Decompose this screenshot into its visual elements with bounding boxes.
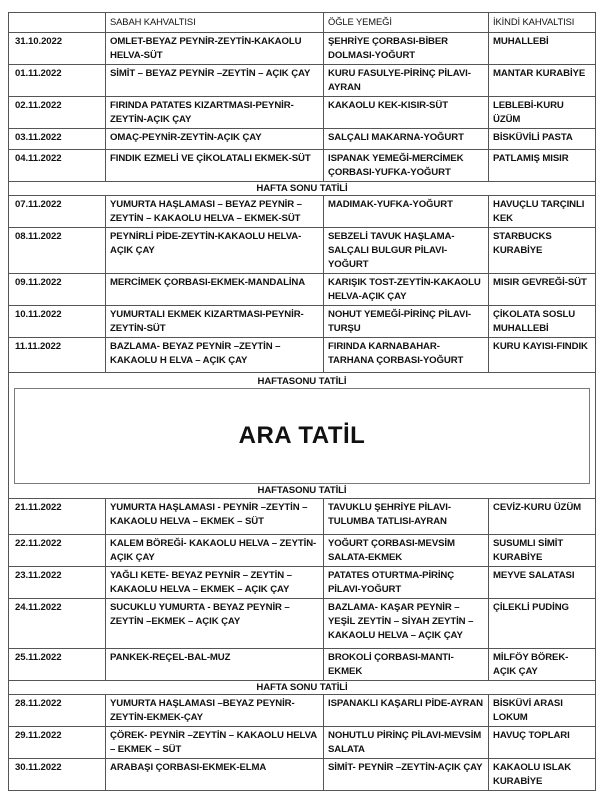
breakfast-cell: ARABAŞI ÇORBASI-EKMEK-ELMA: [106, 759, 324, 791]
snack-cell: BİSKÜVİLİ PASTA: [489, 129, 596, 150]
snack-cell: MİLFÖY BÖREK-AÇIK ÇAY: [489, 649, 596, 681]
snack-cell: CEVİZ-KURU ÜZÜM: [489, 499, 596, 535]
break-cell: [9, 373, 596, 499]
lunch-cell: FIRINDA KARNABAHAR-TARHANA ÇORBASI-YOĞURT: [324, 338, 489, 373]
date-cell: 08.11.2022: [9, 228, 106, 274]
date-cell: 04.11.2022: [9, 150, 106, 182]
lunch-cell: BROKOLİ ÇORBASI-MANTI-EKMEK: [324, 649, 489, 681]
table-row: [9, 65, 596, 97]
lunch-cell: KAKAOLU KEK-KISIR-SÜT: [324, 97, 489, 129]
header-date: [9, 13, 106, 33]
snack-cell: MUHALLEBİ: [489, 33, 596, 65]
table-row: [9, 727, 596, 759]
date-cell: 23.11.2022: [9, 567, 106, 599]
table-row: [9, 499, 596, 535]
date-cell: 29.11.2022: [9, 727, 106, 759]
lunch-cell: PATATES OTURTMA-PİRİNÇ PİLAVI-YOĞURT: [324, 567, 489, 599]
break-title: ARA TATİL: [238, 422, 366, 449]
breakfast-cell: OMLET-BEYAZ PEYNİR-ZEYTİN-KAKAOLU HELVA-SÜT: [106, 33, 324, 65]
date-cell: 03.11.2022: [9, 129, 106, 150]
snack-cell: SUSUMLI SİMİT KURABİYE: [489, 535, 596, 567]
breakfast-cell: BAZLAMA- BEYAZ PEYNİR –ZEYTİN – KAKAOLU H ELVA – AÇIK ÇAY: [106, 338, 324, 373]
snack-cell: ÇİKOLATA SOSLU MUHALLEBİ: [489, 306, 596, 338]
breakfast-cell: YAĞLI KETE- BEYAZ PEYNİR – ZEYTİN – KAKAOLU HELVA – EKMEK – AÇIK ÇAY: [106, 567, 324, 599]
weekend-row: [9, 681, 596, 695]
table-row: [9, 695, 596, 727]
snack-cell: MEYVE SALATASI: [489, 567, 596, 599]
lunch-cell: NOHUTLU PİRİNÇ PİLAVI-MEVSİM SALATA: [324, 727, 489, 759]
date-cell: 31.10.2022: [9, 33, 106, 65]
snack-cell: MANTAR KURABİYE: [489, 65, 596, 97]
breakfast-cell: YUMURTALI EKMEK KIZARTMASI-PEYNİR-ZEYTİN-SÜT: [106, 306, 324, 338]
table-row: [9, 567, 596, 599]
header-snack: İKİNDİ KAHVALTISI: [489, 13, 596, 33]
table-row: [9, 228, 596, 274]
breakfast-cell: MERCİMEK ÇORBASI-EKMEK-MANDALİNA: [106, 274, 324, 306]
date-cell: 02.11.2022: [9, 97, 106, 129]
lunch-cell: ISPANAK YEMEĞİ-MERCİMEK ÇORBASI-YUFKA-YOĞURT: [324, 150, 489, 182]
snack-cell: KAKAOLU ISLAK KURABİYE: [489, 759, 596, 791]
lunch-cell: BAZLAMA- KAŞAR PEYNİR – YEŞİL ZEYTİN – SİYAH ZEYTİN – KAKAOLU HELVA – AÇIK ÇAY: [324, 599, 489, 649]
snack-cell: HAVUÇ TOPLARI: [489, 727, 596, 759]
table-row: [9, 97, 596, 129]
breakfast-cell: FINDIK EZMELİ VE ÇİKOLATALI EKMEK-SÜT: [106, 150, 324, 182]
date-cell: 09.11.2022: [9, 274, 106, 306]
snack-cell: LEBLEBİ-KURU ÜZÜM: [489, 97, 596, 129]
weekend-label: HAFTA SONU TATİLİ: [9, 182, 596, 196]
table-row: [9, 33, 596, 65]
table-row: [9, 274, 596, 306]
lunch-cell: SALÇALI MAKARNA-YOĞURT: [324, 129, 489, 150]
date-cell: 24.11.2022: [9, 599, 106, 649]
date-cell: 07.11.2022: [9, 196, 106, 228]
lunch-cell: YOĞURT ÇORBASI-MEVSİM SALATA-EKMEK: [324, 535, 489, 567]
table-row: [9, 306, 596, 338]
breakfast-cell: YUMURTA HAŞLAMASI - PEYNİR –ZEYTİN – KAKAOLU HELVA – EKMEK – SÜT: [106, 499, 324, 535]
breakfast-cell: YUMURTA HAŞLAMASI – BEYAZ PEYNİR – ZEYTİN – KAKAOLU HELVA – EKMEK-SÜT: [106, 196, 324, 228]
date-cell: 21.11.2022: [9, 499, 106, 535]
weekend-label: HAFTASONU TATİLİ: [257, 376, 347, 387]
weekend-label: HAFTASONU TATİLİ: [257, 485, 347, 496]
breakfast-cell: SUCUKLU YUMURTA - BEYAZ PEYNİR – ZEYTİN –EKMEK – AÇIK ÇAY: [106, 599, 324, 649]
table-row: [9, 599, 596, 649]
table-row: [9, 649, 596, 681]
lunch-cell: SEBZELİ TAVUK HAŞLAMA-SALÇALI BULGUR PİLAVI-YOĞURT: [324, 228, 489, 274]
snack-cell: STARBUCKS KURABİYE: [489, 228, 596, 274]
lunch-cell: SİMİT- PEYNİR –ZEYTİN-AÇIK ÇAY: [324, 759, 489, 791]
lunch-cell: KURU FASULYE-PİRİNÇ PİLAVI-AYRAN: [324, 65, 489, 97]
lunch-cell: ISPANAKLI KAŞARLI PİDE-AYRAN: [324, 695, 489, 727]
snack-cell: HAVUÇLU TARÇINLI KEK: [489, 196, 596, 228]
table-row: [9, 150, 596, 182]
breakfast-cell: PANKEK-REÇEL-BAL-MUZ: [106, 649, 324, 681]
breakfast-cell: SİMİT – BEYAZ PEYNİR –ZEYTİN – AÇIK ÇAY: [106, 65, 324, 97]
date-cell: 11.11.2022: [9, 338, 106, 373]
header-breakfast: SABAH KAHVALTISI: [106, 13, 324, 33]
breakfast-cell: PEYNİRLİ PİDE-ZEYTİN-KAKAOLU HELVA-AÇIK ÇAY: [106, 228, 324, 274]
snack-cell: MISIR GEVREĞİ-SÜT: [489, 274, 596, 306]
table-row: [9, 338, 596, 373]
lunch-cell: MADIMAK-YUFKA-YOĞURT: [324, 196, 489, 228]
meal-menu-table: [8, 12, 596, 791]
weekend-row: [9, 182, 596, 196]
break-box: [14, 388, 590, 484]
table-row: [9, 535, 596, 567]
header-lunch: ÖĞLE YEMEĞİ: [324, 13, 489, 33]
lunch-cell: TAVUKLU ŞEHRİYE PİLAVI-TULUMBA TATLISI-AYRAN: [324, 499, 489, 535]
table-row: [9, 196, 596, 228]
date-cell: 30.11.2022: [9, 759, 106, 791]
breakfast-cell: ÇÖREK- PEYNİR –ZEYTİN – KAKAOLU HELVA – EKMEK – SÜT: [106, 727, 324, 759]
date-cell: 28.11.2022: [9, 695, 106, 727]
lunch-cell: ŞEHRİYE ÇORBASI-BİBER DOLMASI-YOĞURT: [324, 33, 489, 65]
date-cell: 25.11.2022: [9, 649, 106, 681]
date-cell: 22.11.2022: [9, 535, 106, 567]
breakfast-cell: KALEM BÖREĞİ- KAKAOLU HELVA – ZEYTİN-AÇIK ÇAY: [106, 535, 324, 567]
lunch-cell: NOHUT YEMEĞİ-PİRİNÇ PİLAVI-TURŞU: [324, 306, 489, 338]
table-row: [9, 759, 596, 791]
breakfast-cell: OMAÇ-PEYNİR-ZEYTİN-AÇIK ÇAY: [106, 129, 324, 150]
breakfast-cell: YUMURTA HAŞLAMASI –BEYAZ PEYNİR-ZEYTİN-EKMEK-ÇAY: [106, 695, 324, 727]
breakfast-cell: FIRINDA PATATES KIZARTMASI-PEYNİR-ZEYTİN-AÇIK ÇAY: [106, 97, 324, 129]
snack-cell: ÇİLEKLİ PUDİNG: [489, 599, 596, 649]
date-cell: 10.11.2022: [9, 306, 106, 338]
snack-cell: PATLAMIŞ MISIR: [489, 150, 596, 182]
snack-cell: KURU KAYISI-FINDIK: [489, 338, 596, 373]
date-cell: 01.11.2022: [9, 65, 106, 97]
weekend-label: HAFTA SONU TATİLİ: [9, 681, 596, 695]
header-row: [9, 13, 596, 33]
snack-cell: BİSKÜVİ ARASI LOKUM: [489, 695, 596, 727]
lunch-cell: KARIŞIK TOST-ZEYTİN-KAKAOLU HELVA-AÇIK ÇAY: [324, 274, 489, 306]
break-row: [9, 373, 596, 499]
table-row: [9, 129, 596, 150]
